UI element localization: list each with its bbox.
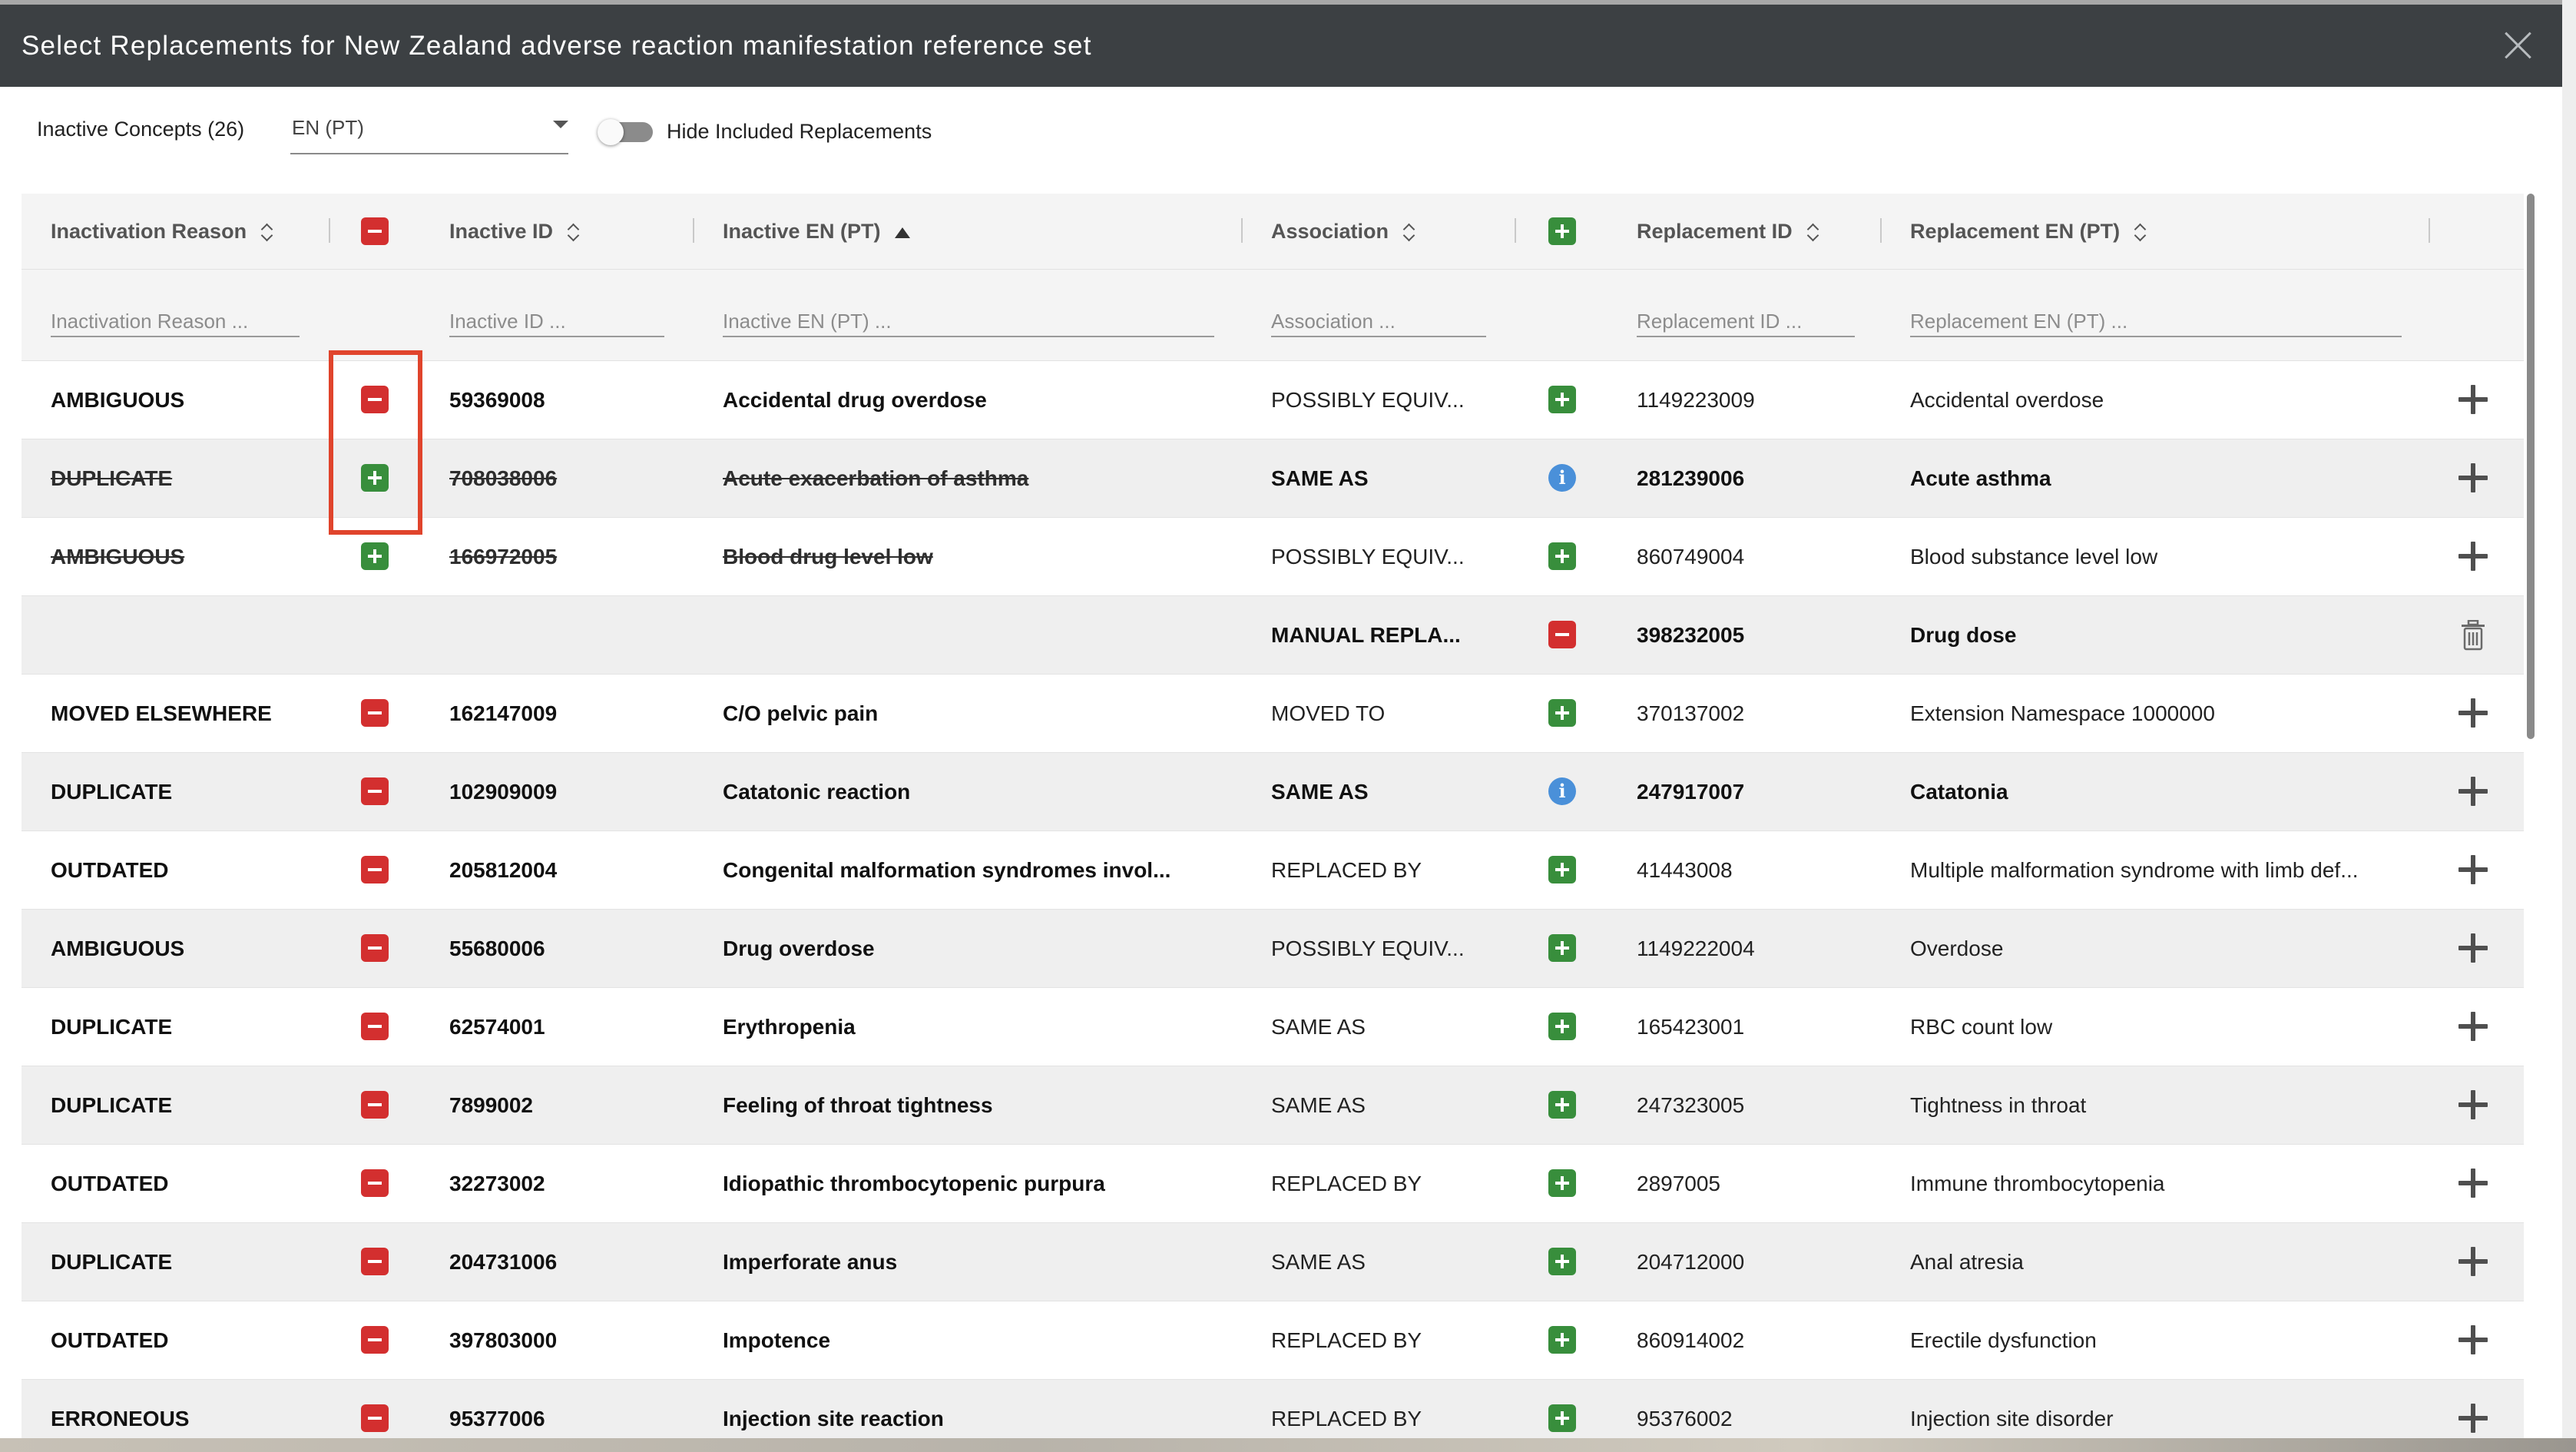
add-icon[interactable] — [361, 464, 389, 492]
column-header-label: Inactive ID — [449, 220, 554, 243]
inactive-en-cell: Congenital malformation syndromes invol... — [723, 858, 1171, 882]
replacement-id-cell: 860914002 — [1637, 1328, 1745, 1352]
replacement-id-cell: 281239006 — [1637, 466, 1745, 490]
table-row — [22, 361, 2524, 439]
remove-all-icon[interactable] — [361, 217, 389, 245]
sort-icon — [1806, 222, 1819, 244]
inactivation-reason-cell: OUTDATED — [51, 1328, 169, 1352]
column-header-association[interactable] — [1271, 194, 1415, 269]
language-select-value: EN (PT) — [292, 116, 364, 139]
association-cell: SAME AS — [1271, 780, 1369, 804]
replacement-en-cell: Multiple malformation syndrome with limb def... — [1910, 858, 2359, 882]
remove-icon[interactable] — [361, 934, 389, 962]
column-separator[interactable] — [1515, 218, 1516, 243]
association-cell: SAME AS — [1271, 1093, 1366, 1117]
replacement-en-cell: Anal atresia — [1910, 1250, 2024, 1274]
background-edge — [2562, 0, 2576, 1452]
trash-icon[interactable] — [2458, 620, 2488, 651]
remove-icon[interactable] — [1548, 621, 1576, 648]
inactive-concepts-count: Inactive Concepts (26) — [37, 118, 245, 141]
inactive-id-cell: 62574001 — [449, 1015, 545, 1039]
replacement-en-cell: Accidental overdose — [1910, 388, 2104, 412]
inactivation-reason-cell: DUPLICATE — [51, 1250, 173, 1274]
replacement-id-cell: 398232005 — [1637, 623, 1745, 647]
inactive-en-cell: Idiopathic thrombocytopenic purpura — [723, 1172, 1105, 1195]
info-icon[interactable]: i — [1548, 777, 1576, 805]
column-separator[interactable] — [329, 218, 330, 243]
add-icon[interactable] — [1548, 934, 1576, 962]
inactive-id-cell: 204731006 — [449, 1250, 558, 1274]
inactive-en-cell: Catatonic reaction — [723, 780, 911, 804]
remove-icon[interactable] — [361, 699, 389, 727]
inactive-id-cell: 95377006 — [449, 1407, 545, 1430]
inactivation-reason-cell — [51, 596, 312, 674]
column-header-label: Replacement EN (PT) — [1910, 220, 2121, 243]
add-replacement-icon[interactable] — [2458, 855, 2488, 884]
dialog-title-bar — [0, 5, 2562, 87]
association-cell: REPLACED BY — [1271, 1328, 1422, 1352]
column-header-inactive-en[interactable] — [723, 194, 910, 269]
inactive-en-cell: Erythropenia — [723, 1015, 856, 1039]
association-cell: MANUAL REPLA... — [1271, 623, 1461, 647]
association-cell: MOVED TO — [1271, 701, 1386, 725]
add-icon[interactable] — [1548, 1013, 1576, 1040]
column-header-replacement-id[interactable] — [1637, 194, 1819, 269]
remove-icon[interactable] — [361, 1248, 389, 1275]
inactivation-reason-cell: DUPLICATE — [51, 1015, 173, 1039]
replacement-id-cell: 247917007 — [1637, 780, 1745, 804]
inactive-en-cell: Blood drug level low — [723, 545, 933, 569]
header-row — [22, 194, 2524, 270]
remove-icon[interactable] — [361, 1169, 389, 1197]
add-replacement-icon[interactable] — [2458, 1247, 2488, 1276]
table-row — [22, 596, 2524, 675]
replacement-id-cell: 2897005 — [1637, 1172, 1721, 1195]
replacement-en-filter[interactable]: Replacement EN (PT) ... — [1910, 310, 2402, 337]
table-row — [22, 1066, 2524, 1145]
inactivation-reason-cell: OUTDATED — [51, 858, 169, 882]
add-icon[interactable] — [361, 542, 389, 570]
table-row — [22, 831, 2524, 910]
add-replacement-icon[interactable] — [2458, 385, 2488, 414]
column-header-replacement-en[interactable] — [1910, 194, 2146, 269]
column-separator[interactable] — [1880, 218, 1882, 243]
association-cell: POSSIBLY EQUIV... — [1271, 545, 1465, 569]
replacements-dialog — [0, 5, 2562, 1438]
add-replacement-icon[interactable] — [2458, 1090, 2488, 1119]
add-replacement-icon[interactable] — [2458, 933, 2488, 963]
add-replacement-icon[interactable] — [2458, 698, 2488, 728]
inactive-id-cell: 55680006 — [449, 937, 545, 960]
add-icon[interactable] — [1548, 1326, 1576, 1354]
remove-icon[interactable] — [361, 777, 389, 805]
inactive-id-cell: 205812004 — [449, 858, 558, 882]
inactive-en-cell: Drug overdose — [723, 937, 875, 960]
add-icon[interactable] — [1548, 856, 1576, 883]
sort-icon — [1402, 222, 1415, 244]
inactivation-reason-cell: AMBIGUOUS — [51, 545, 185, 569]
sort-icon — [2134, 222, 2146, 244]
inactivation-reason-filter[interactable]: Inactivation Reason ... — [51, 310, 300, 337]
replacement-id-cell: 247323005 — [1637, 1093, 1745, 1117]
replacement-id-cell: 204712000 — [1637, 1250, 1745, 1274]
inactive-en-cell: Impotence — [723, 1328, 831, 1352]
add-replacement-icon[interactable] — [2458, 1169, 2488, 1198]
add-replacement-icon[interactable] — [2458, 1325, 2488, 1354]
remove-icon[interactable] — [361, 1326, 389, 1354]
hide-included-label: Hide Included Replacements — [667, 120, 932, 143]
info-icon[interactable]: i — [1548, 464, 1576, 492]
remove-icon[interactable] — [361, 1091, 389, 1119]
replacement-id-cell: 1149223009 — [1637, 388, 1755, 412]
remove-icon[interactable] — [361, 386, 389, 413]
dialog-title: Select Replacements for New Zealand adverse reaction manifestation reference set — [22, 31, 1092, 61]
replacement-id-cell: 860749004 — [1637, 545, 1745, 569]
language-select[interactable] — [290, 110, 568, 154]
replacement-id-cell: 95376002 — [1637, 1407, 1733, 1430]
replacement-en-cell: Injection site disorder — [1910, 1407, 2114, 1430]
association-cell: REPLACED BY — [1271, 858, 1422, 882]
replacement-en-cell: Catatonia — [1910, 780, 2008, 804]
table-row — [22, 1380, 2524, 1438]
inactive-id-cell: 162147009 — [449, 701, 558, 725]
replacement-en-cell: Acute asthma — [1910, 466, 2051, 490]
association-cell: REPLACED BY — [1271, 1172, 1422, 1195]
replacement-id-cell: 41443008 — [1637, 858, 1733, 882]
vertical-scrollbar[interactable] — [2527, 194, 2535, 1438]
inactivation-reason-cell: MOVED ELSEWHERE — [51, 701, 272, 725]
sort-ascending-icon — [895, 227, 910, 238]
column-separator[interactable] — [1241, 218, 1243, 243]
inactivation-reason-cell: AMBIGUOUS — [51, 937, 185, 960]
column-separator[interactable] — [2429, 218, 2430, 243]
inactive-en-cell: Acute exacerbation of asthma — [723, 466, 1029, 490]
remove-icon[interactable] — [361, 1013, 389, 1040]
replacement-en-cell: Blood substance level low — [1910, 545, 2158, 569]
background-desktop-strip — [0, 1438, 2576, 1452]
association-cell: SAME AS — [1271, 1250, 1366, 1274]
inactive-id-cell: 166972005 — [449, 545, 558, 569]
replacement-id-cell: 1149222004 — [1637, 937, 1755, 960]
inactive-en-cell: C/O pelvic pain — [723, 701, 879, 725]
table-row — [22, 988, 2524, 1066]
column-separator[interactable] — [693, 218, 694, 243]
replacement-id-cell: 370137002 — [1637, 701, 1745, 725]
table-row — [22, 910, 2524, 988]
inactive-en-cell — [723, 596, 1230, 674]
remove-icon[interactable] — [361, 856, 389, 883]
column-header-label: Association — [1271, 220, 1389, 243]
toolbar — [0, 87, 2562, 194]
add-icon[interactable] — [1548, 386, 1576, 413]
replacement-en-cell: Drug dose — [1910, 623, 2017, 647]
inactivation-reason-cell: DUPLICATE — [51, 780, 173, 804]
inactive-id-cell: 397803000 — [449, 1328, 558, 1352]
inactive-en-cell: Feeling of throat tightness — [723, 1093, 993, 1117]
add-icon[interactable] — [1548, 1169, 1576, 1197]
add-replacement-icon[interactable] — [2458, 463, 2488, 492]
add-icon[interactable] — [1548, 699, 1576, 727]
caret-down-icon — [553, 121, 568, 128]
close-icon[interactable] — [2499, 26, 2538, 65]
association-cell: REPLACED BY — [1271, 1407, 1422, 1430]
scrollbar-thumb[interactable] — [2527, 194, 2535, 739]
replacement-en-cell: Erectile dysfunction — [1910, 1328, 2097, 1352]
add-icon[interactable] — [1548, 1404, 1576, 1432]
replacement-en-cell: Immune thrombocytopenia — [1910, 1172, 2165, 1195]
column-header-inactivation-reason[interactable] — [51, 194, 273, 269]
inactive-id-cell: 102909009 — [449, 780, 558, 804]
table-row — [22, 1145, 2524, 1223]
table-row — [22, 439, 2524, 518]
replacement-id-filter[interactable]: Replacement ID ... — [1637, 310, 1855, 337]
inactivation-reason-cell: ERRONEOUS — [51, 1407, 190, 1430]
table-row — [22, 518, 2524, 596]
column-header-label: Inactive EN (PT) — [723, 220, 881, 243]
column-header-inactive-id[interactable] — [449, 194, 579, 269]
add-icon[interactable] — [1548, 1091, 1576, 1119]
table-row — [22, 1301, 2524, 1380]
inactive-en-cell: Imperforate anus — [723, 1250, 898, 1274]
inactive-id-filter[interactable]: Inactive ID ... — [449, 310, 664, 337]
inactive-id-cell: 32273002 — [449, 1172, 545, 1195]
hide-included-toggle[interactable] — [598, 119, 654, 144]
replacements-grid — [22, 194, 2524, 1438]
inactive-id-cell: 59369008 — [449, 388, 545, 412]
table-row — [22, 675, 2524, 753]
replacement-en-cell: Extension Namespace 1000000 — [1910, 701, 2215, 725]
filter-row — [22, 270, 2524, 361]
table-row — [22, 1223, 2524, 1301]
replacement-en-cell: Overdose — [1910, 937, 2004, 960]
association-cell: SAME AS — [1271, 1015, 1366, 1039]
add-replacement-icon[interactable] — [2458, 777, 2488, 806]
association-cell: SAME AS — [1271, 466, 1369, 490]
inactivation-reason-cell: DUPLICATE — [51, 1093, 173, 1117]
remove-icon[interactable] — [361, 1404, 389, 1432]
inactive-en-filter[interactable]: Inactive EN (PT) ... — [723, 310, 1214, 337]
inactive-en-cell: Injection site reaction — [723, 1407, 944, 1430]
toggle-knob — [598, 119, 624, 145]
inactivation-reason-cell: OUTDATED — [51, 1172, 169, 1195]
inactive-id-cell: 708038006 — [449, 466, 558, 490]
association-cell: POSSIBLY EQUIV... — [1271, 388, 1465, 412]
add-replacement-icon[interactable] — [2458, 1012, 2488, 1041]
association-filter[interactable]: Association ... — [1271, 310, 1486, 337]
association-cell: POSSIBLY EQUIV... — [1271, 937, 1465, 960]
replacement-en-cell: Tightness in throat — [1910, 1093, 2087, 1117]
inactivation-reason-cell: DUPLICATE — [51, 466, 173, 490]
add-icon[interactable] — [1548, 1248, 1576, 1275]
sort-icon — [260, 222, 273, 244]
replacement-en-cell: RBC count low — [1910, 1015, 2053, 1039]
inactivation-reason-cell: AMBIGUOUS — [51, 388, 185, 412]
table-row — [22, 753, 2524, 831]
inactive-en-cell: Accidental drug overdose — [723, 388, 987, 412]
add-replacement-icon[interactable] — [2458, 542, 2488, 571]
add-replacement-icon[interactable] — [2458, 1404, 2488, 1433]
add-icon[interactable] — [1548, 542, 1576, 570]
add-all-icon[interactable] — [1548, 217, 1576, 245]
column-header-label: Inactivation Reason — [51, 220, 247, 243]
column-header-label: Replacement ID — [1637, 220, 1793, 243]
inactive-id-cell — [449, 596, 680, 674]
replacement-id-cell: 165423001 — [1637, 1015, 1745, 1039]
sort-icon — [567, 222, 579, 244]
inactive-id-cell: 7899002 — [449, 1093, 534, 1117]
